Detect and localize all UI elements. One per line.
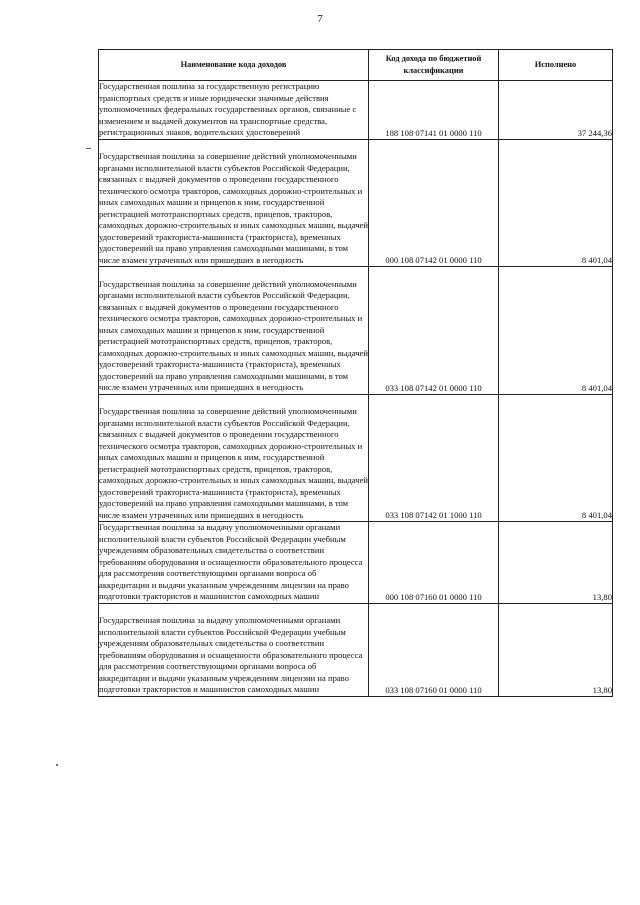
table-row	[99, 394, 613, 522]
row-name-cell	[99, 603, 369, 696]
row-name-cell	[99, 522, 369, 604]
row-amount: 8 401,04	[499, 394, 613, 522]
column-header-amount: Исполнено	[499, 50, 613, 81]
scan-mark	[86, 148, 91, 149]
row-name: Государственная пошлина за государственную регистрацию транспортных средств и иные юридически значимые действия уполномоченных федеральных государственных органов, связанные с изменением и выдачей документов на транспортные средства, регистрационных знаков, водительских удостоверений	[99, 81, 357, 137]
row-name-cell	[99, 394, 369, 522]
row-name-cell	[99, 139, 369, 267]
table-header-row	[99, 50, 613, 81]
row-amount: 13,80	[499, 603, 613, 696]
row-name: Государственная пошлина за выдачу уполномоченными органами исполнительной власти субъектов Российской Федерации учебным учреждениям образовательных свидетельства о соответствии требованиям оборудования и оснащенности образовательного процесса для рассмотрения соответствующими органами вопроса об аккредитации и выдачи указанным учреждениям лицензии на право подготовки трактористов и машинистов самоходных машин	[99, 522, 363, 601]
table-row	[99, 139, 613, 267]
row-code: 188 108 07141 01 0000 110	[369, 81, 499, 140]
table-row	[99, 267, 613, 395]
row-amount: 8 401,04	[499, 139, 613, 267]
column-header-code: Код дохода по бюджетной классификации	[369, 50, 499, 81]
row-name: Государственная пошлина за совершение действий уполномоченными органами исполнительной власти субъектов Российской Федерации, связанных с выдачей документов о проведении государственного технического осмотра тракторов, самоходных дорожно-строительных и иных самоходных машин и прицепов к ним, государственной регистрацией мототранспортных средств, прицепов, тракторов, самоходных дорожно-строительных и иных самоходных машин, выдачей удостоверений тракториста-машиниста (тракториста), временных удостоверений на право управления самоходными машинами, в том числе взамен утраченных или пришедших в негодность	[99, 406, 369, 520]
row-name: Государственная пошлина за совершение действий уполномоченными органами исполнительной власти субъектов Российской Федерации, связанных с выдачей документов о проведении государственного технического осмотра тракторов, самоходных дорожно-строительных и иных самоходных машин и прицепов к ним, государственной регистрацией мототранспортных средств, прицепов, тракторов, самоходных дорожно-строительных и иных самоходных машин, выдачей удостоверений тракториста-машиниста (тракториста), временных удостоверений на право управления самоходными машинами, в том числе взамен утраченных или пришедших в негодность	[99, 278, 369, 392]
column-header-name: Наименование кода доходов	[99, 50, 369, 81]
row-code: 000 108 07160 01 0000 110	[369, 522, 499, 604]
page-number: 7	[317, 13, 323, 25]
row-name: Государственная пошлина за выдачу уполномоченными органами исполнительной власти субъектов Российской Федерации учебным учреждениям образовательных свидетельства о соответствии требованиям оборудования и оснащенности образовательного процесса для рассмотрения соответствующими органами вопроса об аккредитации и выдачи указанным учреждениям лицензии на право подготовки трактористов и машинистов самоходных машин	[99, 615, 363, 694]
row-code: 033 108 07142 01 0000 110	[369, 267, 499, 395]
row-amount: 13,80	[499, 522, 613, 604]
row-name-cell	[99, 81, 369, 140]
row-amount: 8 401,04	[499, 267, 613, 395]
row-code: 000 108 07142 01 0000 110	[369, 139, 499, 267]
table-row	[99, 603, 613, 696]
row-name-cell	[99, 267, 369, 395]
table-row	[99, 522, 613, 604]
revenue-table	[98, 49, 613, 697]
row-name: Государственная пошлина за совершение действий уполномоченными органами исполнительной власти субъектов Российской Федерации, связанных с выдачей документов о проведении государственного технического осмотра тракторов, самоходных дорожно-строительных и иных самоходных машин и прицепов к ним, государственной регистрацией мототранспортных средств, прицепов, тракторов, самоходных дорожно-строительных и иных самоходных машин, выдачей удостоверений тракториста-машиниста (тракториста), временных удостоверений на право управления самоходными машинами, в том числе взамен утраченных или пришедших в негодность	[99, 151, 369, 265]
row-code: 033 108 07142 01 1000 110	[369, 394, 499, 522]
row-code: 033 108 07160 01 0000 110	[369, 603, 499, 696]
scan-dot	[56, 764, 58, 766]
row-amount: 37 244,36	[499, 81, 613, 140]
table-row	[99, 81, 613, 140]
